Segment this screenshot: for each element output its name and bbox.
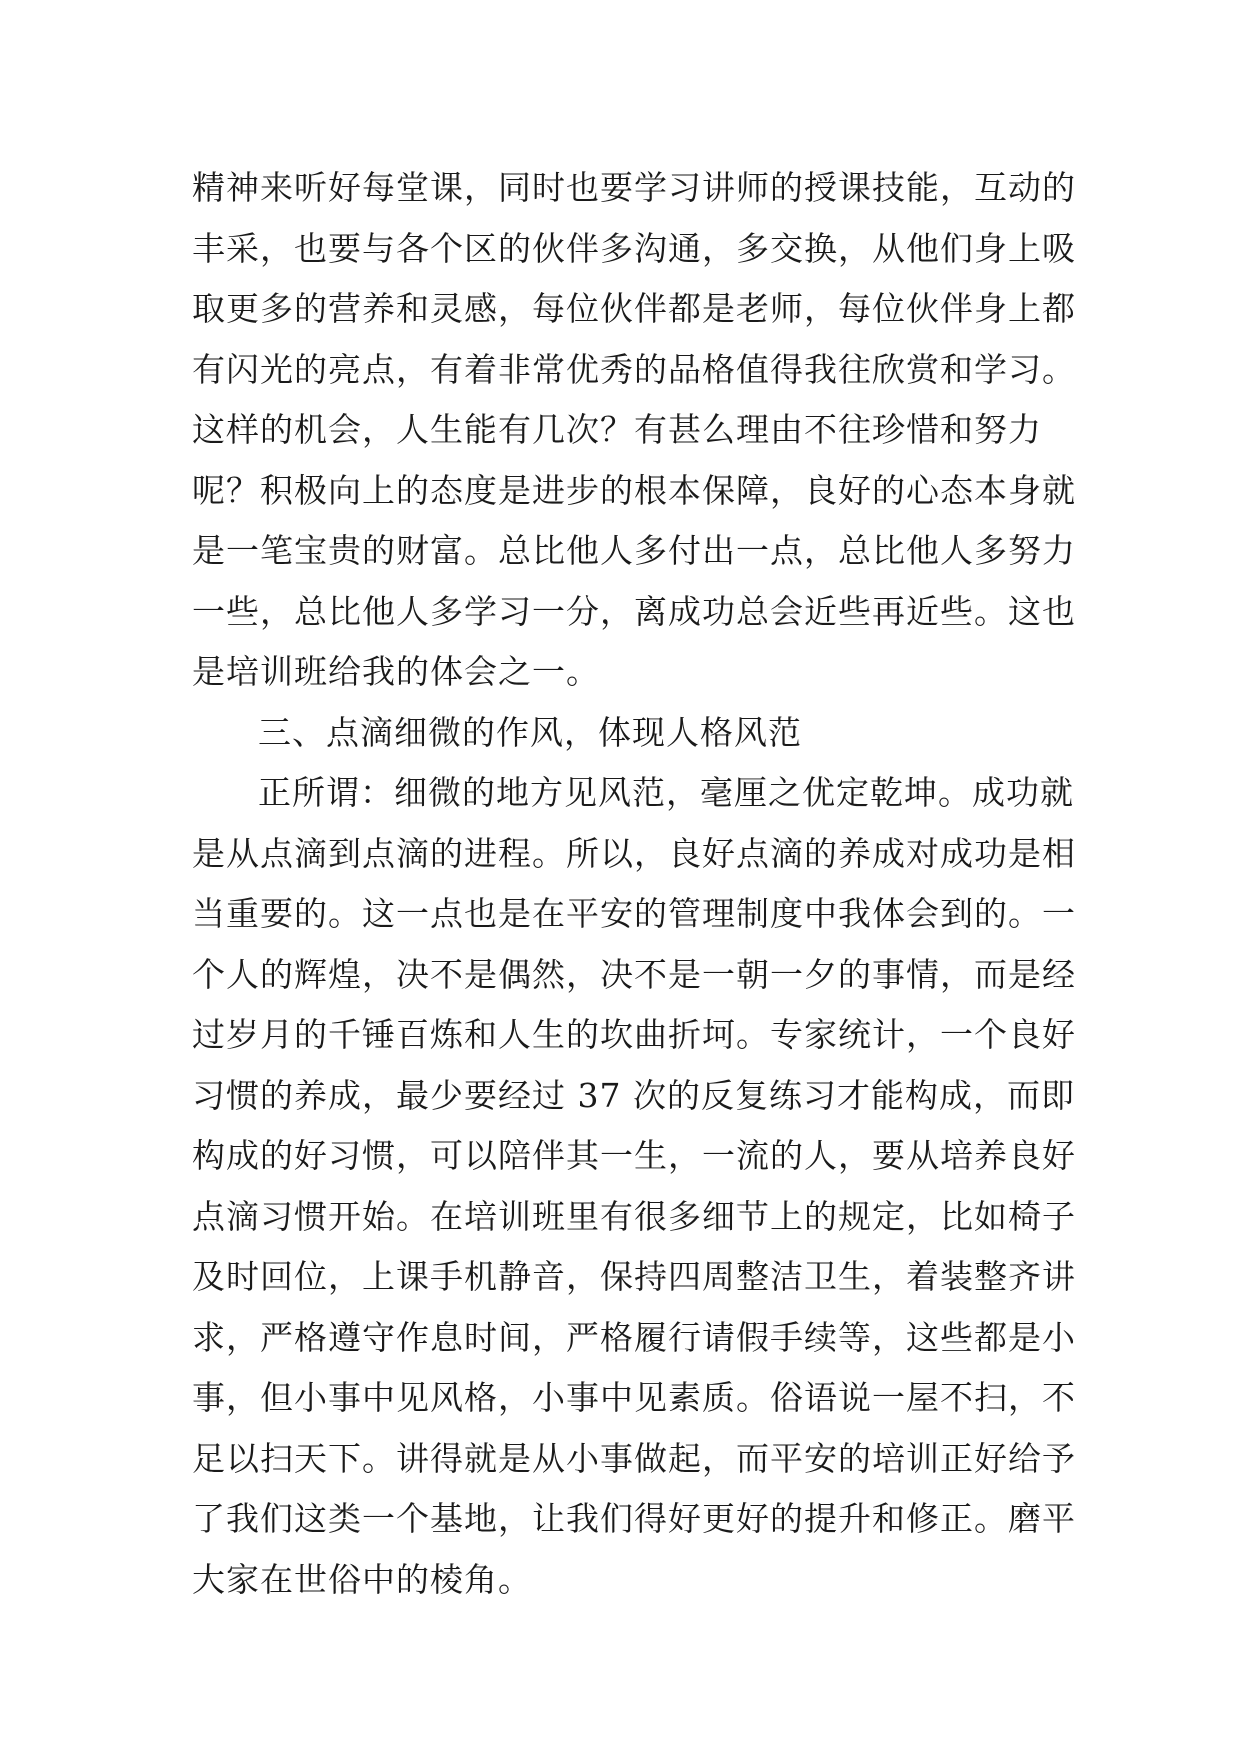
text-line: 取更多的营养和灵感，每位伙伴都是老师，每位伙伴身上都 bbox=[192, 289, 1076, 328]
text-line: 是从点滴到点滴的进程。所以，良好点滴的养成对成功是相 bbox=[192, 833, 1076, 873]
text-line: 一些，总比他人多学习一分，离成功总会近些再近些。这也 bbox=[192, 591, 1076, 631]
text-line: 及时回位，上课手机静音，保持四周整洁卫生，着装整齐讲 bbox=[192, 1257, 1076, 1296]
text-line: 足以扫天下。讲得就是从小事做起，而平安的培训正好给予 bbox=[192, 1438, 1076, 1478]
text-line: 过岁月的千锤百炼和人生的坎曲折坷。专家统计，一个良好 bbox=[192, 1015, 1076, 1054]
text-line: 事，但小事中见风格，小事中见素质。俗语说一屋不扫，不 bbox=[192, 1378, 1076, 1417]
text-line: 呢？积极向上的态度是进步的根本保障，良好的心态本身就 bbox=[192, 470, 1076, 510]
text-line: 个人的辉煌，决不是偶然，决不是一朝一夕的事情，而是经 bbox=[192, 954, 1076, 994]
text-line: 有闪光的亮点，有着非常优秀的品格值得我往欣赏和学习。 bbox=[192, 349, 1076, 389]
text-line: 是一笔宝贵的财富。总比他人多付出一点，总比他人多努力 bbox=[192, 531, 1076, 570]
text-line: 求，严格遵守作息时间，严格履行请假手续等，这些都是小 bbox=[192, 1317, 1076, 1357]
text-line: 构成的好习惯，可以陪伴其一生，一流的人，要从培养良好 bbox=[192, 1136, 1076, 1175]
text-line: 精神来听好每堂课，同时也要学习讲师的授课技能，互动的 bbox=[192, 168, 1076, 207]
text-line: 这样的机会，人生能有几次？有甚么理由不往珍惜和努力 bbox=[192, 410, 1042, 449]
text-line: 丰采，也要与各个区的伙伴多沟通，多交换，从他们身上吸 bbox=[192, 228, 1076, 268]
text-line: 是培训班给我的体会之一。 bbox=[192, 652, 600, 691]
section-heading: 三、点滴细微的作风，体现人格风范 bbox=[258, 712, 802, 752]
text-line: 了我们这类一个基地，让我们得好更好的提升和修正。磨平 bbox=[192, 1499, 1076, 1538]
text-line: 点滴习惯开始。在培训班里有很多细节上的规定，比如椅子 bbox=[192, 1196, 1076, 1236]
body-text bbox=[192, 158, 1076, 1610]
text-line: 习惯的养成，最少要经过 37 次的反复练习才能构成，而即 bbox=[192, 1075, 1075, 1115]
text-line: 大家在世俗中的棱角。 bbox=[192, 1559, 532, 1599]
text-line: 当重要的。这一点也是在平安的管理制度中我体会到的。一 bbox=[192, 894, 1076, 933]
text-line: 正所谓：细微的地方见风范，毫厘之优定乾坤。成功就 bbox=[258, 773, 1074, 812]
